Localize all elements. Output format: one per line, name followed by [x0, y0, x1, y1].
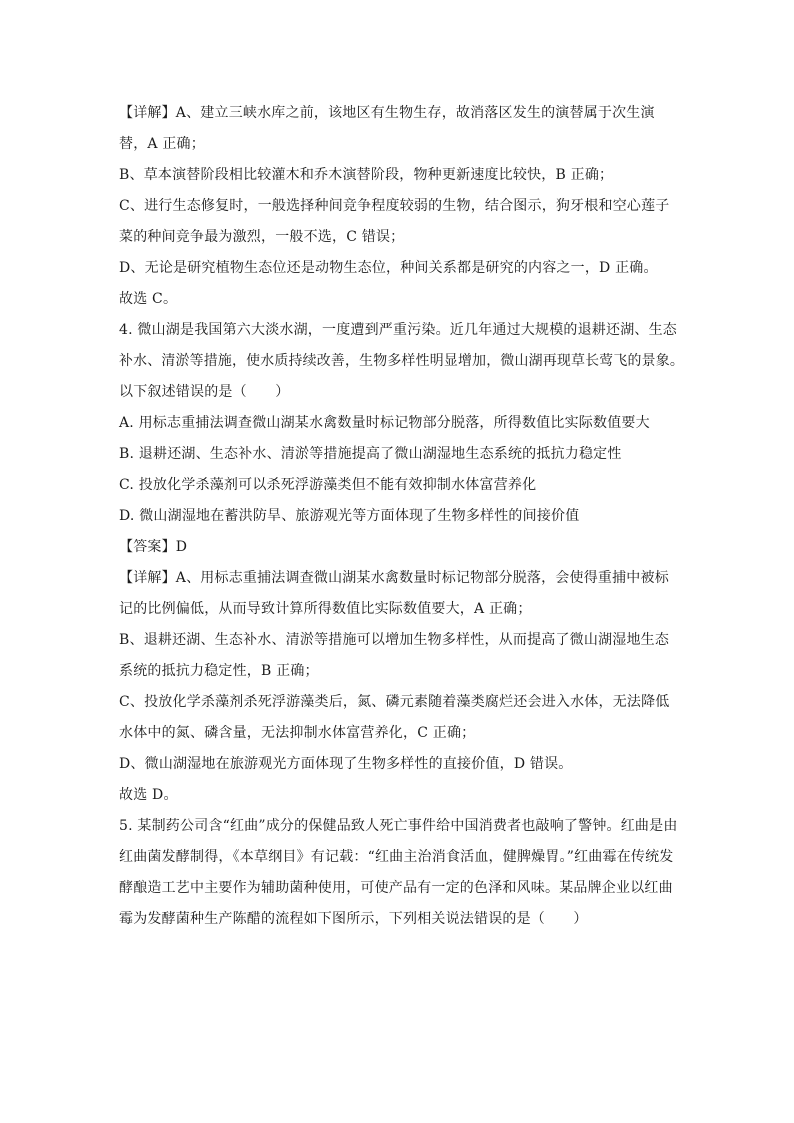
q3-conclusion: 故选 C。: [119, 291, 178, 307]
q4-conclusion: 故选 D。: [119, 787, 178, 803]
q4-option-a: A. 用标志重捕法调查微山湖某水禽数量时标记物部分脱落，所得数值比实际数值要大: [119, 415, 650, 431]
q4-option-d: D. 微山湖湿地在蓄洪防旱、旅游观光等方面体现了生物多样性的间接价值: [119, 508, 580, 524]
q3-detail-line-2: 替，A 正确；: [119, 136, 205, 152]
q4-detail-line-4: 系统的抵抗力稳定性，B 正确；: [119, 663, 319, 679]
q4-detail-line-3: B、退耕还湖、生态补水、清淤等措施可以增加生物多样性，从而提高了微山湖湿地生态: [119, 632, 670, 648]
q5-stem-line-4: 霉为发酵菌种生产陈醋的流程如下图所示，下列相关说法错误的是（ ）: [119, 911, 588, 927]
q4-detail-line-2: 记的比例偏低，从而导致计算所得数值比实际数值要大，A 正确；: [119, 601, 532, 617]
q3-detail-line-1: 【详解】A、建立三峡水库之前，该地区有生物生存，故消落区发生的演替属于次生演: [119, 105, 655, 121]
q4-detail-line-6: 水体中的氮、磷含量，无法抑制水体富营养化，C 正确；: [119, 725, 476, 741]
q4-option-c: C. 投放化学杀藻剂可以杀死浮游藻类但不能有效抑制水体富营养化: [119, 477, 537, 493]
q5-stem-line-1: 5. 某制药公司含“红曲”成分的保健品致人死亡事件给中国消费者也敲响了警钟。红曲是由: [119, 818, 678, 834]
q4-stem-line-1: 4. 微山湖是我国第六大淡水湖，一度遭到严重污染。近几年通过大规模的退耕还湖、生态: [119, 322, 678, 338]
q5-stem-line-2: 红曲菌发酵制得，《本草纲目》有记载：“红曲主治消食活血，健脾燥胃。”红曲霉在传统发: [119, 849, 674, 865]
q3-detail-line-4: C、进行生态修复时，一般选择种间竞争程度较弱的生物，结合图示，狗牙根和空心莲子: [119, 198, 670, 214]
q4-stem-line-3: 以下叙述错误的是（ ）: [119, 384, 290, 400]
q4-detail-line-7: D、微山湖湿地在旅游观光方面体现了生物多样性的直接价值，D 错误。: [119, 756, 573, 772]
q4-stem-line-2: 补水、清淤等措施，使水质持续改善，生物多样性明显增加，微山湖再现草长莺飞的景象。: [119, 353, 684, 369]
q4-answer: 【答案】D: [119, 539, 188, 555]
q3-detail-line-6: D、无论是研究植物生态位还是动物生态位，种间关系都是研究的内容之一，D 正确。: [119, 260, 658, 276]
q4-option-b: B. 退耕还湖、生态补水、清淤等措施提高了微山湖湿地生态系统的抵抗力稳定性: [119, 446, 622, 462]
q4-detail-line-1: 【详解】A、用标志重捕法调查微山湖某水禽数量时标记物部分脱落，会使得重捕中被标: [119, 570, 669, 586]
q3-detail-line-3: B、草本演替阶段相比较灌木和乔木演替阶段，物种更新速度比较快，B 正确；: [119, 167, 614, 183]
q5-stem-line-3: 酵酿造工艺中主要作为辅助菌种使用，可使产品有一定的色泽和风味。某品牌企业以红曲: [119, 880, 673, 896]
q3-detail-line-5: 菜的种间竞争最为激烈，一般不选，C 错误；: [119, 229, 405, 245]
q4-detail-line-5: C、投放化学杀藻剂杀死浮游藻类后，氮、磷元素随着藻类腐烂还会进入水体，无法降低: [119, 694, 670, 710]
